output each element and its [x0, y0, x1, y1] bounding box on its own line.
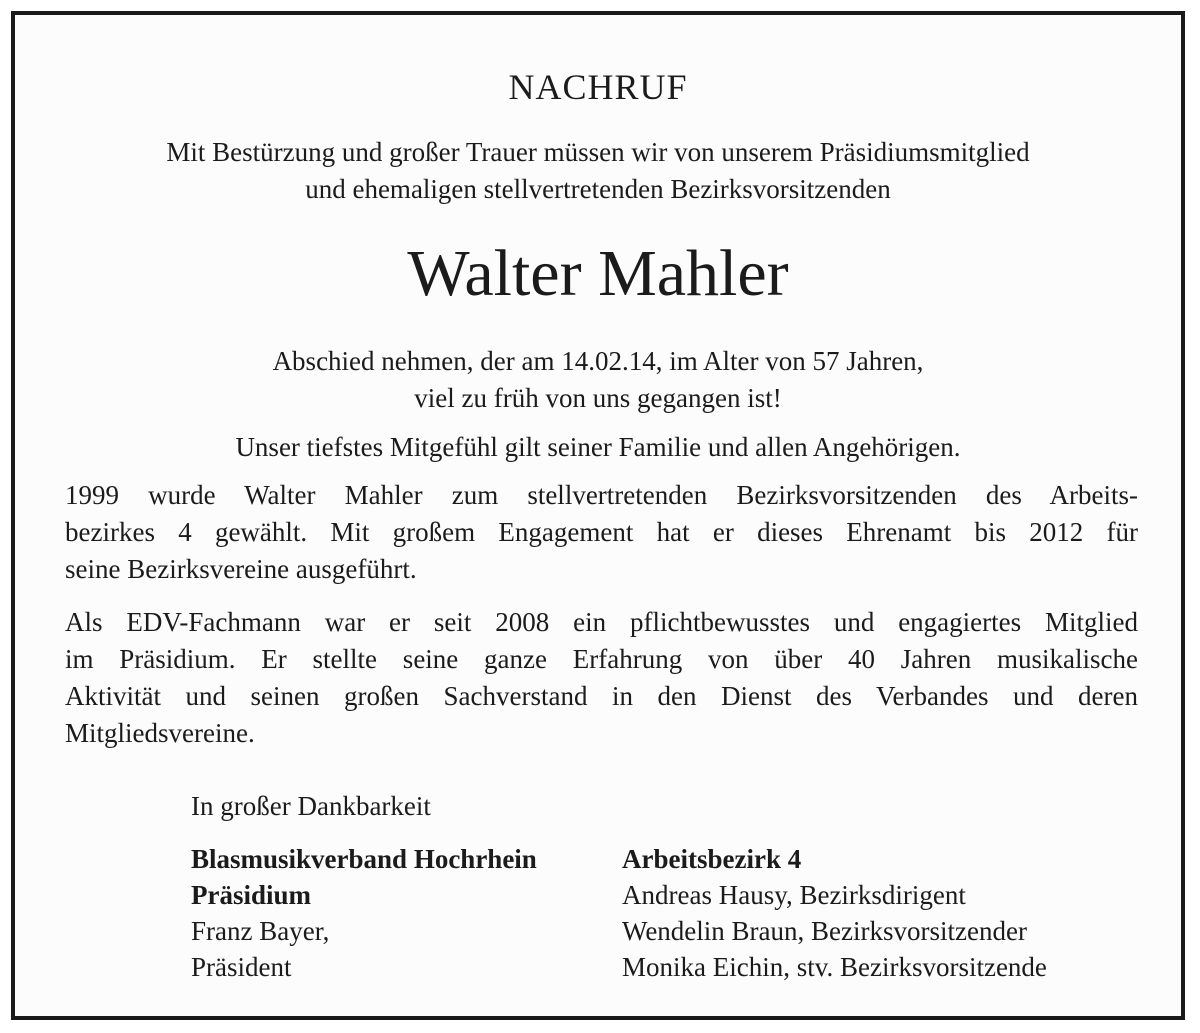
- career-line-1: 1999 wurde Walter Mahler zum stellvertretenden Bezirksvorsitzenden des Arbeits-: [65, 480, 1138, 510]
- departure-line-2: viel zu früh von uns gegangen ist!: [414, 383, 782, 413]
- signature-right-org: Arbeitsbezirk 4: [622, 844, 802, 874]
- signature-left-body: Präsidium: [191, 880, 312, 910]
- signature-right-member-2: Wendelin Braun, Bezirksvorsitzender: [622, 916, 1027, 946]
- career-line-3: seine Bezirksvereine ausgeführt.: [65, 554, 417, 584]
- signature-left-person: Franz Bayer,: [191, 916, 330, 946]
- presidium-line-4: Mitgliedsvereine.: [65, 718, 255, 748]
- intro-text: [15, 134, 1181, 208]
- intro-line-2: und ehemaligen stellvertretenden Bezirksvorsitzenden: [305, 174, 891, 204]
- presidium-line-2: im Präsidium. Er stellte seine ganze Erfahrung von über 40 Jahren musikalische: [65, 644, 1138, 674]
- signature-right-member-1: Andreas Hausy, Bezirksdirigent: [622, 880, 966, 910]
- closing-phrase: In großer Dankbarkeit: [191, 791, 431, 821]
- departure-line-1: Abschied nehmen, der am 14.02.14, im Alter von 57 Jahren,: [272, 346, 924, 376]
- signature-right: [622, 841, 1047, 985]
- obituary-frame: [11, 11, 1185, 1020]
- signature-right-member-3: Monika Eichin, stv. Bezirksvorsitzende: [622, 952, 1047, 982]
- signature-left: [191, 841, 537, 985]
- intro-line-1: Mit Bestürzung und großer Trauer müssen wir von unserem Präsidiumsmitglied: [166, 137, 1030, 167]
- presidium-line-3: Aktivität und seinen großen Sachverstand in den Dienst des Verbandes und deren: [65, 681, 1138, 711]
- career-paragraph: [65, 477, 1138, 588]
- sympathy-text: Unser tiefstes Mitgefühl gilt seiner Familie und allen Angehörigen.: [235, 432, 961, 462]
- career-line-2: bezirkes 4 gewählt. Mit großem Engagement hat er dieses Ehrenamt bis 2012 für: [65, 517, 1138, 547]
- presidium-line-1: Als EDV-Fachmann war er seit 2008 ein pflichtbewusstes und engagiertes Mitglied: [65, 607, 1138, 637]
- obituary-heading: NACHRUF: [508, 67, 688, 107]
- presidium-paragraph: [65, 604, 1138, 752]
- signature-left-org: Blasmusikverband Hochrhein: [191, 844, 537, 874]
- deceased-name: Walter Mahler: [407, 237, 789, 310]
- departure-text: [15, 343, 1181, 417]
- signature-left-role: Präsident: [191, 952, 292, 982]
